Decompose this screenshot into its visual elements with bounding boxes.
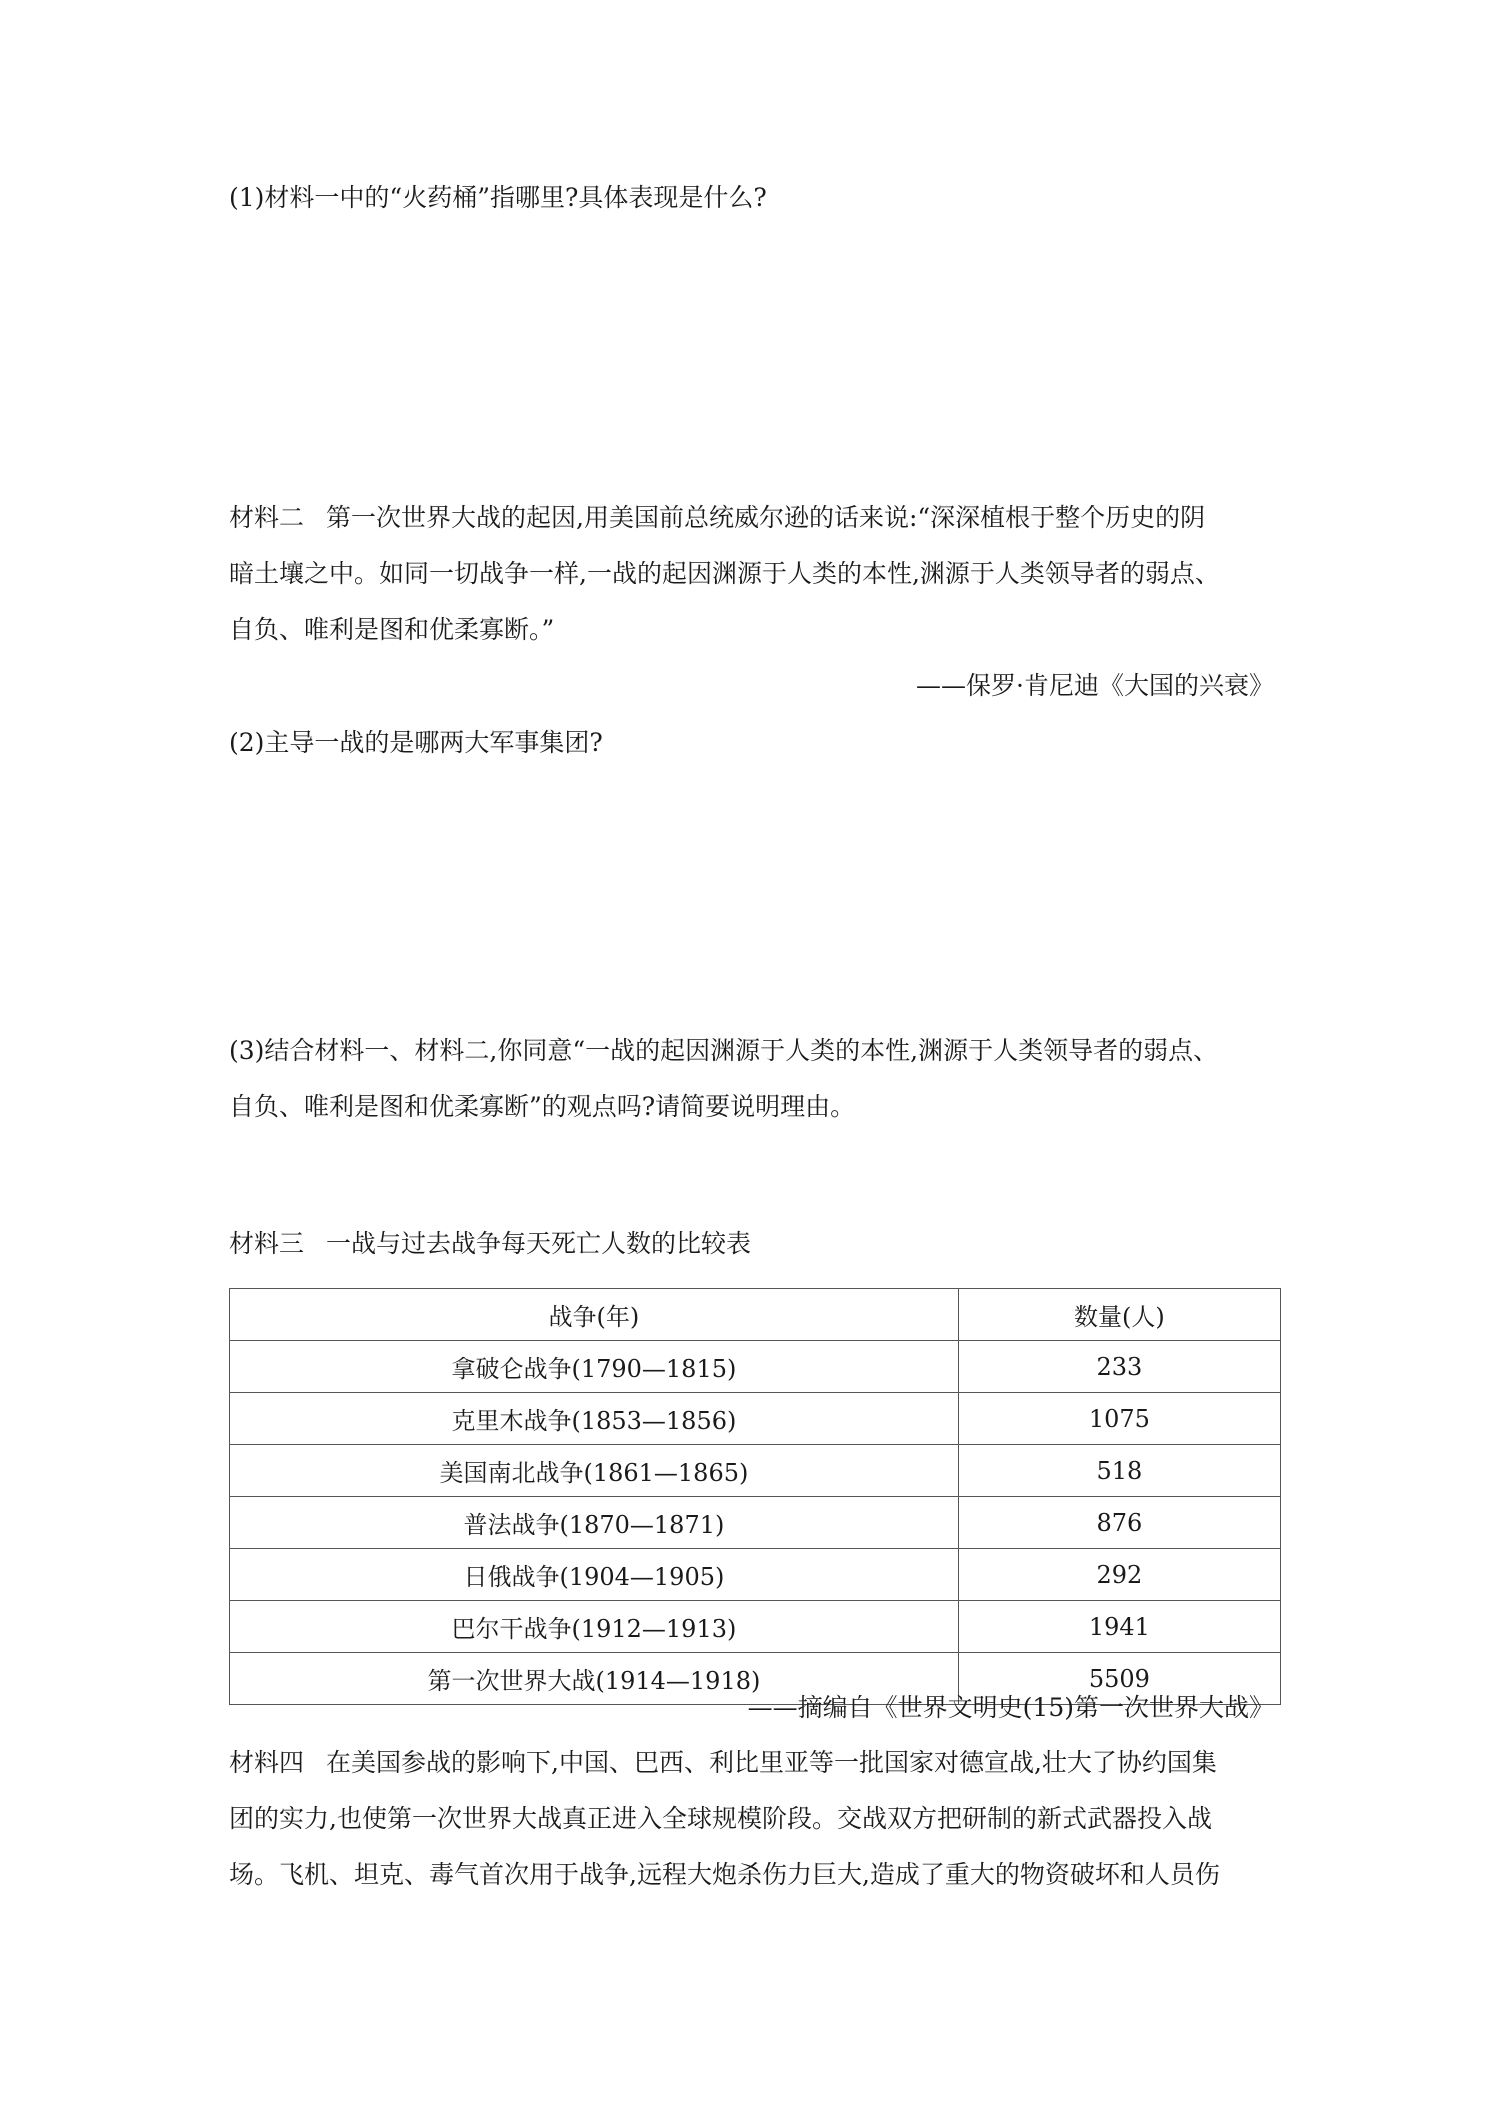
table-row — [230, 1341, 1281, 1393]
question-2: (2)主导一战的是哪两大军事集团? — [229, 728, 603, 757]
material-3-label: 材料三 — [229, 1229, 305, 1258]
material-2-source: ——保罗·肯尼迪《大国的兴衰》 — [916, 671, 1274, 700]
table-row — [230, 1497, 1281, 1549]
table-cell-war: 普法战争(1870—1871) — [230, 1497, 959, 1549]
table-cell-war: 美国南北战争(1861—1865) — [230, 1445, 959, 1497]
table-header-count: 数量(人) — [958, 1289, 1280, 1341]
table-header-row — [230, 1289, 1281, 1341]
material-4-line-2: 团的实力,也使第一次世界大战真正进入全球规模阶段。交战双方把研制的新式武器投入战 — [229, 1804, 1212, 1833]
casualty-table — [229, 1288, 1281, 1705]
table-cell-count: 292 — [958, 1549, 1280, 1601]
material-4-line-1 — [229, 1745, 1269, 1781]
material-3-source: ——摘编自《世界文明史(15)第一次世界大战》 — [747, 1693, 1274, 1722]
table-cell-war: 克里木战争(1853—1856) — [230, 1393, 959, 1445]
material-2-line-1 — [229, 500, 1269, 536]
question-1: (1)材料一中的“火药桶”指哪里?具体表现是什么? — [229, 183, 767, 212]
table-row — [230, 1445, 1281, 1497]
material-2-text-1: 第一次世界大战的起因,用美国前总统威尔逊的话来说:“深深植根于整个历史的阴 — [326, 503, 1206, 532]
material-2-line-3: 自负、唯利是图和优柔寡断。” — [229, 615, 555, 644]
table-cell-count: 233 — [958, 1341, 1280, 1393]
table-row — [230, 1393, 1281, 1445]
table-cell-count: 518 — [958, 1445, 1280, 1497]
table-header-war: 战争(年) — [230, 1289, 959, 1341]
table-cell-count: 1075 — [958, 1393, 1280, 1445]
table-cell-war: 日俄战争(1904—1905) — [230, 1549, 959, 1601]
material-4-text-1: 在美国参战的影响下,中国、巴西、利比里亚等一批国家对德宣战,壮大了协约国集 — [326, 1748, 1217, 1777]
table-cell-count: 876 — [958, 1497, 1280, 1549]
question-3-line-1: (3)结合材料一、材料二,你同意“一战的起因渊源于人类的本性,渊源于人类领导者的弱点、 — [229, 1036, 1219, 1065]
table-cell-war: 拿破仑战争(1790—1815) — [230, 1341, 959, 1393]
table-row — [230, 1601, 1281, 1653]
table-cell-war: 第一次世界大战(1914—1918) — [230, 1653, 959, 1705]
material-3-heading — [229, 1226, 1269, 1262]
question-3-line-2: 自负、唯利是图和优柔寡断”的观点吗?请简要说明理由。 — [229, 1092, 856, 1121]
table-cell-war: 巴尔干战争(1912—1913) — [230, 1601, 959, 1653]
table-cell-count: 1941 — [958, 1601, 1280, 1653]
material-3-title: 一战与过去战争每天死亡人数的比较表 — [326, 1229, 752, 1258]
table-row — [230, 1549, 1281, 1601]
material-2-line-2: 暗土壤之中。如同一切战争一样,一战的起因渊源于人类的本性,渊源于人类领导者的弱点、 — [229, 559, 1220, 588]
material-4-label: 材料四 — [229, 1748, 305, 1777]
material-4-line-3: 场。飞机、坦克、毒气首次用于战争,远程大炮杀伤力巨大,造成了重大的物资破坏和人员伤 — [229, 1860, 1220, 1889]
material-2-label: 材料二 — [229, 503, 305, 532]
table-cell-count: 5509 — [958, 1653, 1280, 1705]
